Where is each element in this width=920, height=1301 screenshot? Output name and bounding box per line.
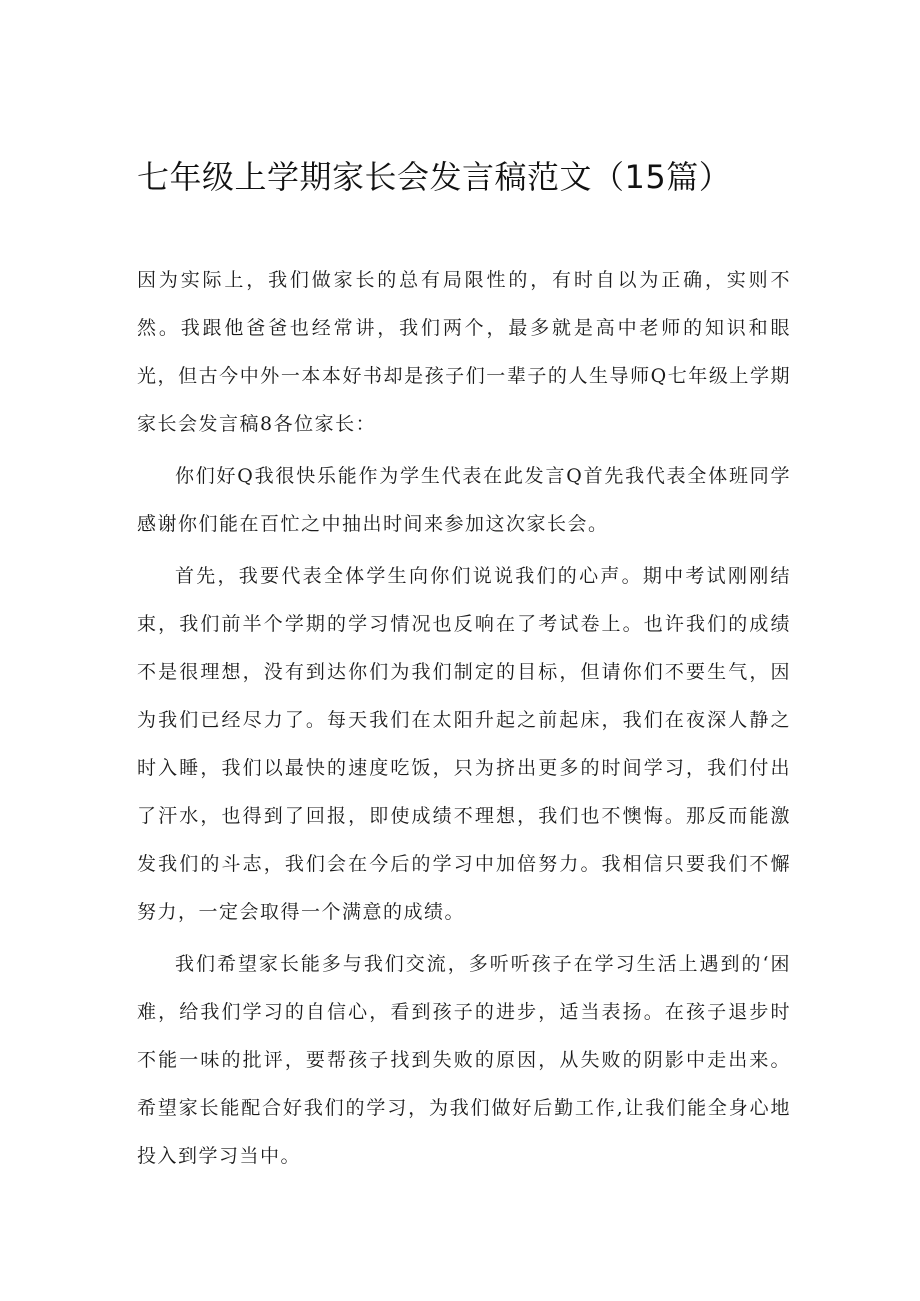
paragraph-1: 因为实际上，我们做家长的总有局限性的，有时自以为正确，实则不然。我跟他爸爸也经常讲，我们两个，最多就是高中老师的知识和眼光，但古今中外一本本好书却是孩子们一辈子的人生导师Q七年级上学期家长会发言稿8各位家长： bbox=[137, 269, 791, 435]
document-body bbox=[137, 252, 791, 1180]
paragraph-3: 首先，我要代表全体学生向你们说说我们的心声。期中考试刚刚结束，我们前半个学期的学习情况也反响在了考试卷上。也许我们的成绩不是很理想，没有到达你们为我们制定的目标，但请你们不要生气，因为我们已经尽力了。每天我们在太阳升起之前起床，我们在夜深人静之时入睡，我们以最快的速度吃饭，只为挤出更多的时间学习，我们付出了汗水，也得到了回报，即使成绩不理想，我们也不懊悔。那反而能激发我们的斗志，我们会在今后的学习中加倍努力。我相信只要我们不懈努力，一定会取得一个满意的成绩。 bbox=[137, 565, 791, 923]
document-title: 七年级上学期家长会发言稿范文（15篇） bbox=[137, 158, 732, 196]
paragraph-4: 我们希望家长能多与我们交流，多听听孩子在学习生活上遇到的‘困难，给我们学习的自信心，看到孩子的进步，适当表扬。在孩子退步时不能一味的批评，要帮孩子找到失败的原因，从失败的阴影中走出来。希望家长能配合好我们的学习，为我们做好后勤工作,让我们能全身心地投入到学习当中。 bbox=[137, 953, 791, 1167]
paragraph-2: 你们好Q我很快乐能作为学生代表在此发言Q首先我代表全体班同学感谢你们能在百忙之中抽出时间来参加这次家长会。 bbox=[137, 465, 791, 535]
